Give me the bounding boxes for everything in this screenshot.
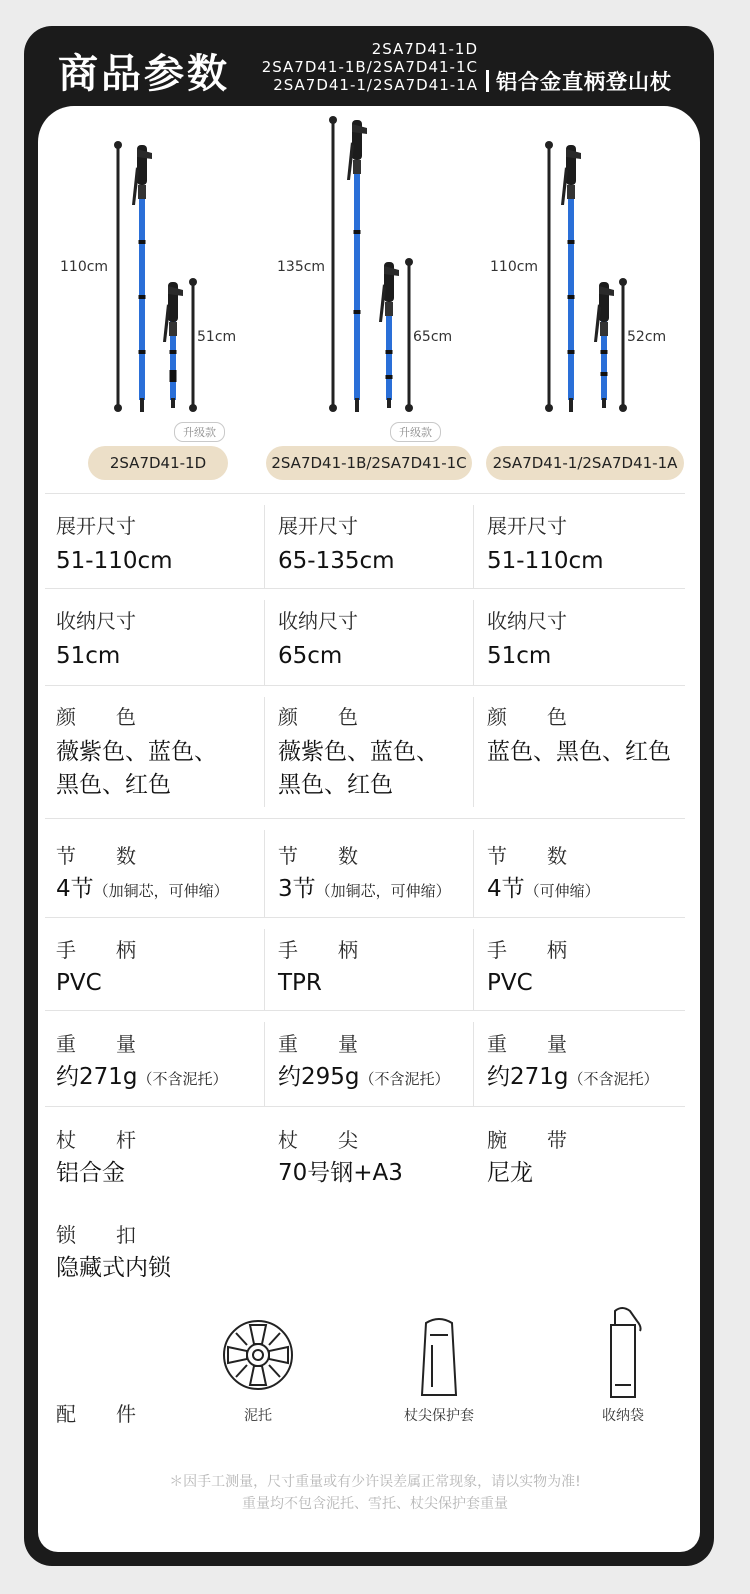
spec-label: 展开尺寸: [278, 514, 358, 538]
pole-shaft: [354, 166, 360, 400]
mud-basket-icon: [224, 1321, 292, 1389]
spec-label: 重 量: [278, 1032, 358, 1056]
spec-value: 薇紫色、蓝色、: [278, 739, 439, 765]
spec-label: 手 柄: [56, 938, 136, 962]
upgrade-tag: 升级款: [174, 422, 225, 442]
spec-cell: [278, 934, 358, 1000]
p2-extended-length: 135cm: [277, 259, 326, 275]
page-subtitle: 铝合金直柄登山杖: [496, 70, 672, 94]
spec-cell: [278, 840, 451, 908]
spec-value: 51cm: [56, 643, 121, 669]
accessory-name: 杖尖保护套: [404, 1408, 474, 1424]
spec-label: 展开尺寸: [487, 514, 567, 538]
spec-note: （不含泥托）: [568, 1070, 659, 1088]
spec-value: 51-110cm: [487, 548, 604, 574]
spec-note: （不含泥托）: [359, 1070, 450, 1088]
spec-cell: [56, 840, 229, 908]
spec-value: 蓝色、黑色、红色: [487, 739, 671, 765]
spec-value-line2: 黑色、红色: [278, 772, 393, 798]
column-divider: [264, 929, 265, 1010]
upgrade-tag: 升级款: [390, 422, 441, 442]
spec-value: 约271g: [56, 1064, 138, 1090]
model-code-3: 2SA7D41-1/2SA7D41-1A: [273, 76, 478, 94]
row-divider: [45, 685, 685, 686]
model-code-1: 2SA7D41-1D: [371, 40, 478, 58]
spec-cell: [487, 840, 600, 908]
spec-label: 颜 色: [487, 705, 567, 729]
model-pill: 2SA7D41-1D: [88, 446, 228, 480]
spec-value: 约271g: [487, 1064, 569, 1090]
spec-value-line2: 黑色、红色: [56, 772, 171, 798]
spec-note: （不含泥托）: [137, 1070, 228, 1088]
spec-cell: [487, 605, 567, 673]
model-codes: [262, 40, 478, 94]
material-cell: [56, 1124, 136, 1190]
spec-label: 节 数: [487, 844, 567, 868]
page-title: 商品参数: [58, 51, 230, 97]
spec-cell: [278, 701, 439, 802]
spec-cell: [278, 1028, 450, 1096]
spec-note: （可伸缩）: [524, 882, 600, 900]
spec-label: 收纳尺寸: [278, 609, 358, 633]
column-divider: [473, 929, 474, 1010]
spec-cell: [487, 1028, 659, 1096]
row-divider: [45, 818, 685, 819]
product-3-illustration: [545, 141, 627, 412]
spec-cell: [56, 605, 136, 673]
footnote-line-1: ＊因手工测量，尺寸重量或有少许误差属正常现象，请以实物为准!: [169, 1474, 581, 1490]
product-1-illustration: [114, 141, 197, 412]
column-divider: [264, 1022, 265, 1106]
row-divider: [45, 1010, 685, 1011]
header-divider: [486, 70, 489, 92]
spec-value: PVC: [56, 970, 102, 996]
spec-cell: [487, 934, 567, 1000]
column-divider: [473, 600, 474, 685]
material-cell: [278, 1124, 403, 1190]
spec-label: 收纳尺寸: [56, 609, 136, 633]
material-label: 杖 尖: [278, 1128, 358, 1152]
lock-cell: [56, 1219, 171, 1285]
spec-label: 重 量: [487, 1032, 567, 1056]
spec-cell: [56, 701, 217, 802]
material-value: 尼龙: [487, 1160, 533, 1186]
spec-value: 51cm: [487, 643, 552, 669]
spec-cell: [278, 510, 395, 578]
spec-value: 3节: [278, 876, 316, 902]
lock-label: 锁 扣: [56, 1223, 136, 1247]
accessories-label: 配 件: [56, 1402, 136, 1426]
spec-note: （加铜芯，可伸缩）: [315, 882, 451, 900]
column-divider: [473, 1022, 474, 1106]
spec-value: 4节: [56, 876, 94, 902]
spec-label: 手 柄: [278, 938, 358, 962]
p2-collapsed-length: 65cm: [413, 329, 453, 345]
spec-cell: [56, 934, 136, 1000]
row-divider: [45, 588, 685, 589]
footnote-line-2: 重量均不包含泥托、雪托、杖尖保护套重量: [242, 1496, 508, 1512]
column-divider: [473, 505, 474, 588]
spec-cell: [487, 701, 671, 769]
material-label: 杖 杆: [56, 1128, 136, 1152]
spec-label: 节 数: [56, 844, 136, 868]
spec-note: （加铜芯，可伸缩）: [93, 882, 229, 900]
row-divider: [45, 493, 685, 494]
material-cell: [487, 1124, 567, 1190]
column-divider: [264, 505, 265, 588]
spec-cell: [487, 510, 604, 578]
row-divider: [45, 1106, 685, 1107]
material-value: 70号钢+A3: [278, 1160, 403, 1186]
accessory-name: 泥托: [244, 1408, 272, 1424]
model-pill: 2SA7D41-1/2SA7D41-1A: [486, 446, 684, 480]
spec-value: 65-135cm: [278, 548, 395, 574]
column-divider: [473, 697, 474, 807]
row-divider: [45, 917, 685, 918]
spec-value: PVC: [487, 970, 533, 996]
spec-label: 手 柄: [487, 938, 567, 962]
column-divider: [264, 830, 265, 917]
spec-cell: [278, 605, 358, 673]
model-code-2: 2SA7D41-1B/2SA7D41-1C: [261, 58, 478, 76]
spec-value: 65cm: [278, 643, 343, 669]
product-2-illustration: [329, 116, 413, 412]
spec-label: 节 数: [278, 844, 358, 868]
tip-protector-icon: [422, 1319, 456, 1395]
accessory-icons: [0, 1295, 750, 1405]
spec-value: 4节: [487, 876, 525, 902]
spec-label: 颜 色: [56, 705, 136, 729]
spec-value: 约295g: [278, 1064, 360, 1090]
model-pill: 2SA7D41-1B/2SA7D41-1C: [266, 446, 472, 480]
spec-label: 重 量: [56, 1032, 136, 1056]
lock-value: 隐藏式内锁: [56, 1255, 171, 1281]
p1-collapsed-length: 51cm: [197, 329, 237, 345]
p3-extended-length: 110cm: [490, 259, 539, 275]
spec-cell: [56, 1028, 228, 1096]
material-value: 铝合金: [56, 1160, 125, 1186]
spec-value: 薇紫色、蓝色、: [56, 739, 217, 765]
spec-label: 颜 色: [278, 705, 358, 729]
column-divider: [264, 697, 265, 807]
spec-value: 51-110cm: [56, 548, 173, 574]
p3-collapsed-length: 52cm: [627, 329, 667, 345]
storage-bag-icon: [611, 1308, 641, 1397]
accessory-name: 收纳袋: [602, 1408, 644, 1424]
spec-value: TPR: [278, 970, 322, 996]
column-divider: [264, 600, 265, 685]
material-label: 腕 带: [487, 1128, 567, 1152]
column-divider: [473, 830, 474, 917]
p1-extended-length: 110cm: [60, 259, 109, 275]
spec-cell: [56, 510, 173, 578]
spec-label: 收纳尺寸: [487, 609, 567, 633]
spec-label: 展开尺寸: [56, 514, 136, 538]
